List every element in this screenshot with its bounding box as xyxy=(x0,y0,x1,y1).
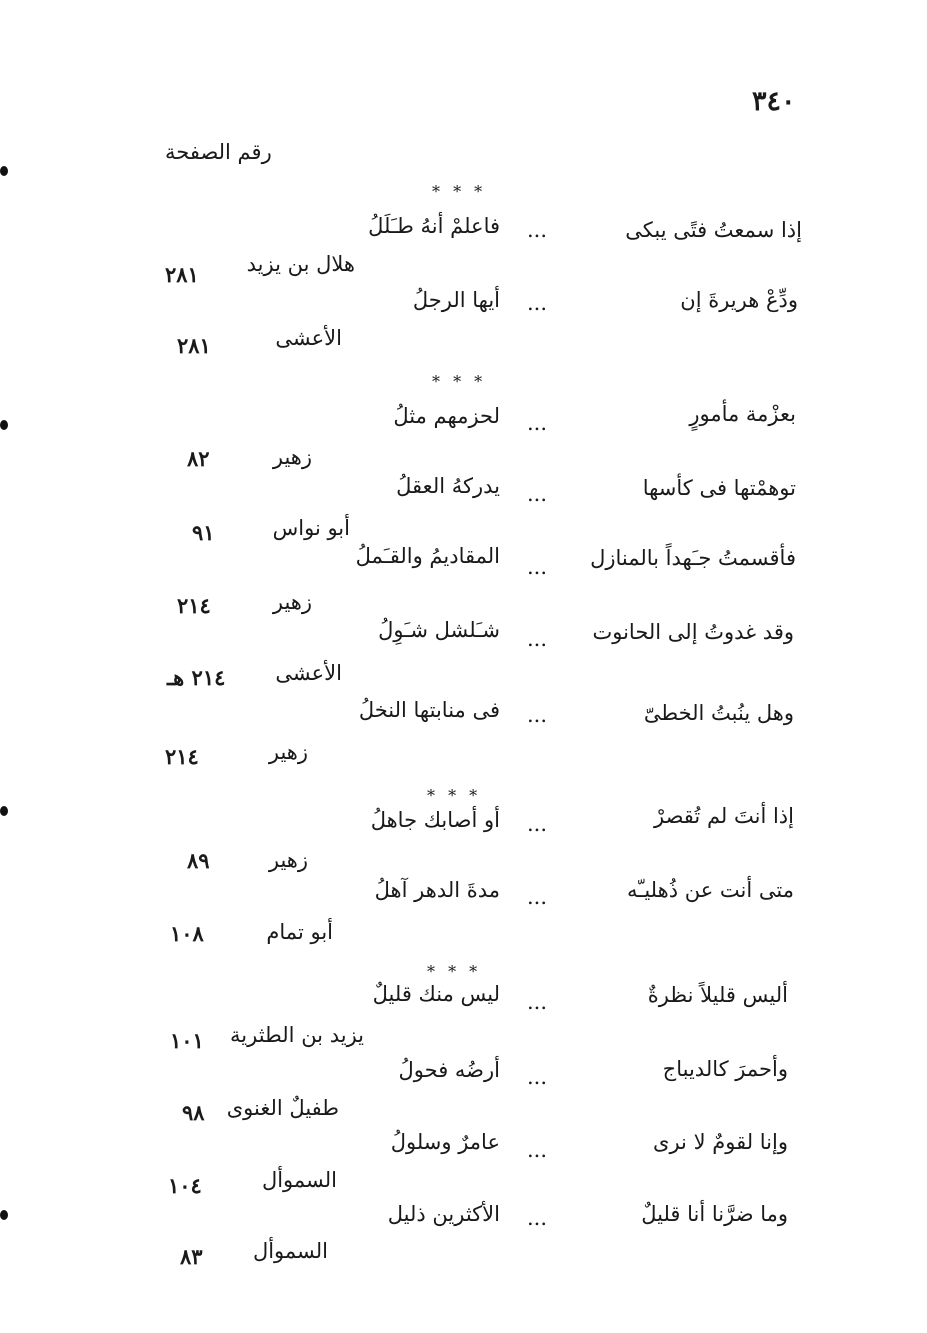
poet-name: أبو نواس xyxy=(272,516,350,540)
poet-name: الأعشى xyxy=(275,326,342,350)
verse-second-half: أيها الرجلُ xyxy=(412,288,500,312)
verse-second-half: أرضُه فحولُ xyxy=(398,1058,500,1082)
page-reference: ٨٣ xyxy=(180,1244,203,1269)
verse-first-half: وما ضرَّنا أنا قليلٌ xyxy=(641,1202,788,1226)
poet-name: زهير xyxy=(268,740,308,764)
verse-dots: ... xyxy=(526,1065,547,1089)
page-reference: ٢١٤ xyxy=(177,593,211,618)
scan-mark xyxy=(0,806,8,816)
page-number: ٣٤٠ xyxy=(752,86,796,117)
verse-dots: ... xyxy=(526,885,547,909)
verse-first-half: إذا أنتَ لم تُقصرْ xyxy=(654,804,794,828)
poet-name: الأعشى xyxy=(275,661,342,685)
verse-first-half: وإنا لقومٌ لا نرى xyxy=(653,1130,788,1154)
verse-first-half: أليس قليلاً نظرةٌ xyxy=(647,983,788,1007)
verse-second-half: الأكثرين ذليل xyxy=(387,1202,500,1226)
page-reference: ١٠١ xyxy=(170,1028,204,1053)
verse-second-half: عامرٌ وسلولُ xyxy=(390,1130,500,1154)
verse-second-half: لحزمهم مثلُ xyxy=(393,404,500,428)
page-reference: ٨٢ xyxy=(187,446,210,471)
verse-first-half: وقد غدوتُ إلى الحانوت xyxy=(592,620,794,644)
verse-dots: ... xyxy=(526,990,547,1014)
poet-name: يزيد بن الطثرية xyxy=(230,1023,364,1047)
page-reference: ٢١٤ هـ xyxy=(167,665,226,690)
verse-dots: ... xyxy=(526,555,547,579)
page-reference: ١٠٨ xyxy=(170,921,204,946)
verse-first-half: وأحمرَ كالديباج xyxy=(662,1057,788,1081)
verse-second-half: شـَلشل شـَوِلُ xyxy=(378,618,500,642)
page-reference: ٩٨ xyxy=(182,1100,205,1125)
scan-mark xyxy=(0,166,8,176)
verse-second-half: المقاديمُ والقـَملُ xyxy=(355,544,500,568)
page-reference: ٢٨١ xyxy=(165,262,199,287)
verse-dots: ... xyxy=(526,482,547,506)
separator: * * * xyxy=(432,372,487,391)
scan-mark xyxy=(0,420,8,430)
verse-dots: ... xyxy=(526,411,547,435)
verse-second-half: أو أصابك جاهلُ xyxy=(370,808,500,832)
verse-dots: ... xyxy=(526,291,547,315)
poet-name: زهير xyxy=(272,590,312,614)
verse-first-half: ودِّعْ هريرةَ إن xyxy=(680,288,798,312)
separator: * * * xyxy=(432,182,487,201)
verse-second-half: مدةَ الدهر آهلُ xyxy=(374,878,500,902)
page-reference: ١٠٤ xyxy=(168,1173,202,1198)
verse-second-half: يدركهُ العقلُ xyxy=(396,474,500,498)
page-reference: ٨٩ xyxy=(187,848,210,873)
verse-dots: ... xyxy=(526,218,547,242)
verse-first-half: وهل ينُبتُ الخطىّ xyxy=(643,701,794,725)
page-reference: ٢٨١ xyxy=(177,333,211,358)
verse-dots: ... xyxy=(526,1138,547,1162)
separator: * * * xyxy=(427,786,482,805)
verse-dots: ... xyxy=(526,812,547,836)
verse-first-half: توهمْتها فى كأسها xyxy=(642,476,796,500)
poet-name: أبو تمام xyxy=(266,920,333,944)
poet-name: زهير xyxy=(272,445,312,469)
column-header: رقم الصفحة xyxy=(165,140,272,164)
page-reference: ٢١٤ xyxy=(165,744,199,769)
verse-first-half: بعزْمة مأمورٍ xyxy=(689,402,796,426)
verse-first-half: إذا سمعتُ فتًى يبكى xyxy=(625,218,802,242)
poet-name: هلال بن يزيد xyxy=(246,252,355,276)
verse-dots: ... xyxy=(526,627,547,651)
verse-dots: ... xyxy=(526,1206,547,1230)
verse-second-half: فاعلمْ أنهُ طـَلَلُ xyxy=(368,214,500,238)
verse-second-half: ليس منك قليلٌ xyxy=(372,982,500,1006)
poet-name: السموأل xyxy=(261,1168,337,1192)
verse-second-half: فى منابتها النخلُ xyxy=(358,698,500,722)
poet-name: السموأل xyxy=(252,1239,328,1263)
verse-dots: ... xyxy=(526,703,547,727)
poet-name: طفيلٌ الغنوى xyxy=(226,1096,339,1120)
page-reference: ٩١ xyxy=(192,520,215,545)
verse-first-half: متى أنت عن ذُهليـّه xyxy=(626,878,794,902)
poet-name: زهير xyxy=(268,848,308,872)
scan-mark xyxy=(0,1210,8,1220)
separator: * * * xyxy=(427,962,482,981)
verse-first-half: فأقسمتُ جـَهداً بالمنازل xyxy=(590,546,796,570)
